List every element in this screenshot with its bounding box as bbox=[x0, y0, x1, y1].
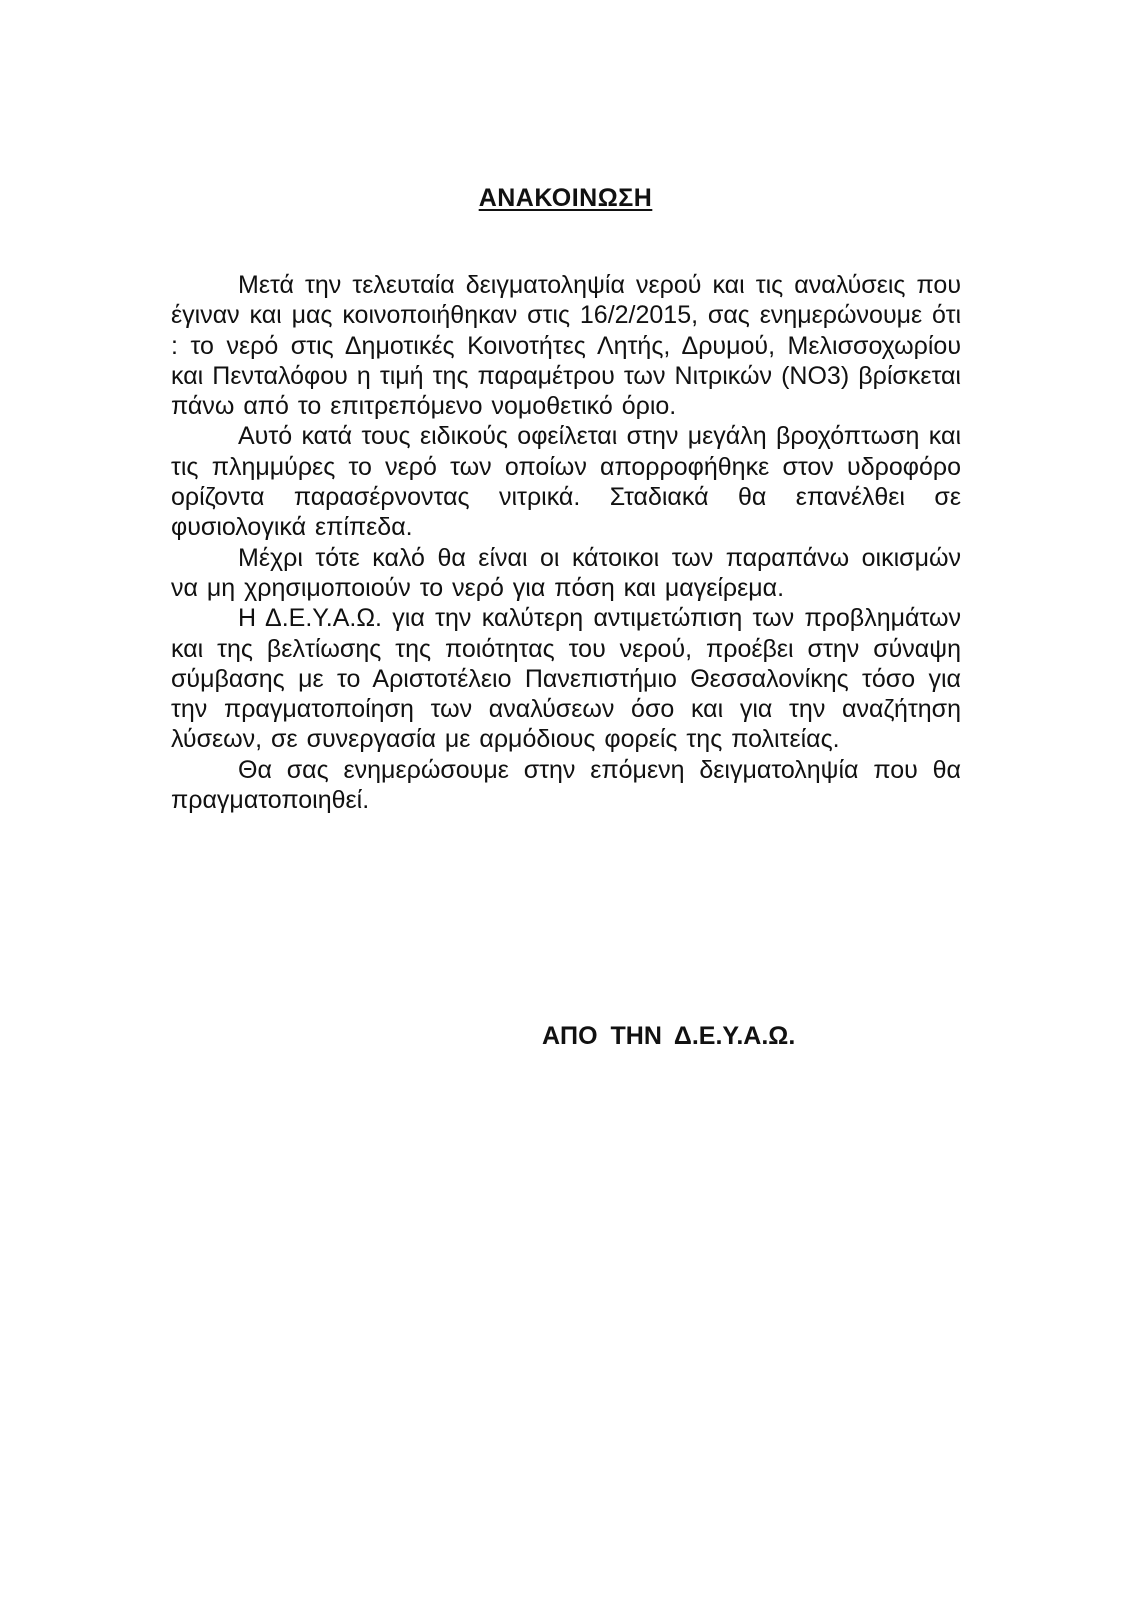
paragraph: Μετά την τελευταία δειγματοληψία νερού και τις αναλύσεις που έγιναν και μας κοινοποιήθηκαν στις 16/2/2015, σας ενημερώνουμε ότι : το νερό στις Δημοτικές Κοινοτήτες Λητής, Δρυμού, Μελισσοχωρίου και Πενταλόφου η τιμή της παραμέτρου των Νιτρικών (ΝΟ3) βρίσκεται πάνω από το επιτρεπόμενο νομοθετικό όριο. bbox=[171, 271, 961, 421]
document-title: ΑΝΑΚΟΙΝΩΣΗ bbox=[478, 184, 653, 212]
paragraph: Η Δ.Ε.Υ.Α.Ω. για την καλύτερη αντιμετώπιση των προβλημάτων και της βελτίωσης της ποιότητας του νερού, προέβει στην σύναψη σύμβασης με το Αριστοτέλειο Πανεπιστήμιο Θεσσαλονίκης τόσο για την πραγματοποίηση των αναλύσεων όσο και για την αναζήτηση λύσεων, σε συνεργασία με αρμόδιους φορείς της πολιτείας. bbox=[171, 604, 961, 754]
paragraph: Αυτό κατά τους ειδικούς οφείλεται στην μεγάλη βροχόπτωση και τις πλημμύρες το νερό των οποίων απορροφήθηκε στον υδροφόρο ορίζοντα παρασέρνοντας νιτρικά. Σταδιακά θα επανέλθει σε φυσιολογικά επίπεδα. bbox=[171, 422, 961, 542]
signature: ΑΠΟ ΤΗΝ Δ.Ε.Υ.Α.Ω. bbox=[542, 1022, 796, 1050]
paragraph: Θα σας ενημερώσουμε στην επόμενη δειγματοληψία που θα πραγματοποιηθεί. bbox=[171, 755, 961, 815]
document-body bbox=[171, 270, 961, 815]
paragraph: Μέχρι τότε καλό θα είναι οι κάτοικοι των παραπάνω οικισμών να μη χρησιμοποιούν το νερό για πόση και μαγείρεμα. bbox=[171, 543, 961, 602]
